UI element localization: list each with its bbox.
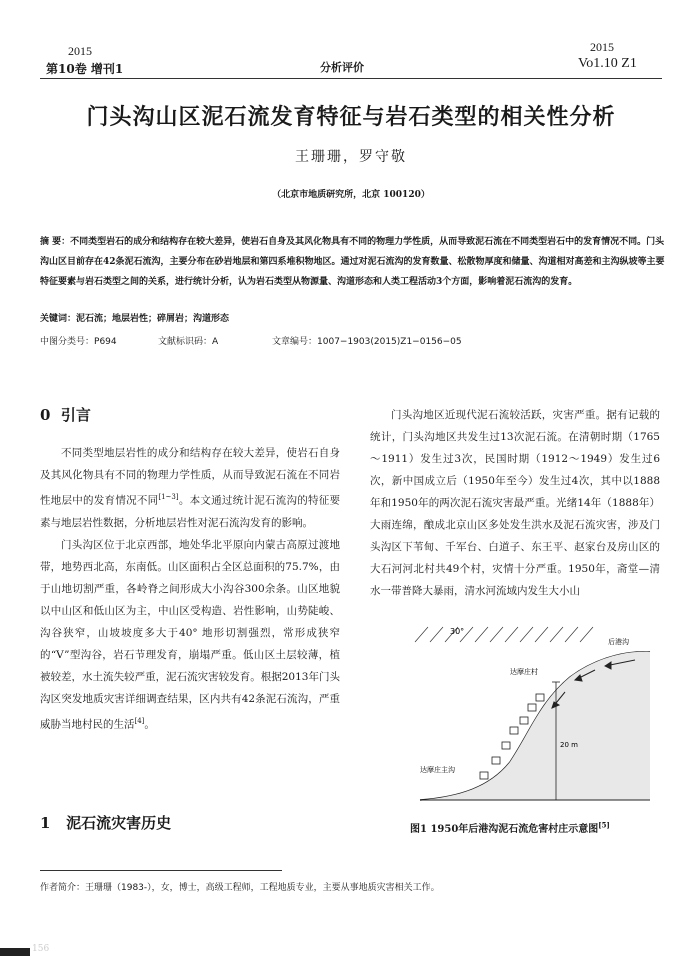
section-1-title: 泥石流灾害历史 <box>66 814 172 832</box>
header-year-left: 2015 <box>68 44 92 58</box>
header-volume-right: Vo1.10 Z1 <box>578 56 637 71</box>
keywords <box>40 311 229 324</box>
keywords-label: 关键词： <box>40 314 77 324</box>
section-0-title: 引言 <box>60 406 91 424</box>
clc-value: P694 <box>94 337 117 347</box>
abstract-text: 不同类型岩石的成分和结构存在较大差异，使岩石自身及其风化物具有不同的物理力学性质，从而导致泥石流在不同类型岩石中的发育情况不同。门头沟山区目前存在42条泥石流沟，主要分布在砂岩地层和第四系堆积物地区。通过对泥石流沟的发育数量、松散物厚度和储量、沟道相对高差和主沟纵坡等主要特征要素与岩石类型之间的关系，进行统计分析，认为岩石类型从物源量、沟道形态和人类工程活动3个方面，影响着泥石流沟的发育。 <box>40 237 665 287</box>
paper-affiliation: （北京市地质研究所，北京 100120） <box>272 190 430 200</box>
section-1-heading <box>40 812 171 833</box>
header-section: 分析评价 <box>320 61 364 74</box>
keywords-text: 泥石流；地层岩性；碎屑岩；沟道形态 <box>76 314 230 324</box>
page-number: 156 <box>32 944 50 954</box>
intro-paragraph-2: 门头沟区位于北京西部，地处华北平原向内蒙古高原过渡地带，地势西北高，东南低。山区面积占全区总面积的75.7%，由于山地切割严重，各岭脊之间形成大小沟谷300余条。山区地貌以中山区和低山区为主，中山区受构造、岩性影响，山势陡峻、沟谷狭窄，山坡坡度多大于40° 地形切割强烈，常形成狭窄的“V”型沟谷，岩石节理发育，崩塌严重。低山区土层较薄，植被较差，水土流失较严重，泥石流灾害较发育。根据2013年门头沟区突发地质灾害详细调查结果，区内共有42条泥石流沟，严重威胁当地村民的生活[4]。 <box>40 538 340 730</box>
article-number <box>272 334 462 347</box>
doc-code <box>158 334 218 347</box>
abstract <box>40 232 666 292</box>
gully-label: 后港沟 <box>608 638 629 646</box>
right-column <box>370 404 660 602</box>
author-footnote: 作者简介：王珊珊（1983-），女，博士，高级工程师，工程地质专业，主要从事地质灾害相关工作。 <box>40 883 440 893</box>
header-volume-left: 第10卷 增刊1 <box>46 62 124 76</box>
header-rule <box>40 78 662 79</box>
section-0-number: 0 <box>40 406 51 424</box>
abstract-label: 摘 要： <box>40 237 71 247</box>
footnote-rule <box>40 870 282 871</box>
doc-label: 文献标识码： <box>158 337 213 347</box>
height-label: 20 m <box>560 741 578 749</box>
clc-label: 中图分类号： <box>40 337 95 347</box>
ref-4: [4] <box>134 716 145 725</box>
header-year-right: 2015 <box>590 40 614 54</box>
clc-number <box>40 334 117 347</box>
paper-authors: 王珊珊，罗守敬 <box>295 149 407 165</box>
village-bottom-label: 达摩庄主沟 <box>420 766 455 774</box>
history-paragraph: 门头沟地区近现代泥石流较活跃，灾害严重。据有记载的统计，门头沟地区共发生过13次泥石流。在清朝时期（1765～1911）发生过3次，民国时期（1912～1949）发生过6次，新中国成立后（1950年至今）发生过4次，其中以1888年和1950年的两次泥石流灾害最严重。光绪14年（1888年）大雨连绵，酿成北京山区多处发生洪水及泥石流灾害，涉及门头沟区下苇甸、千军台、白道子、东王平、赵家台及房山区的大石河河北村共49个村，灾情十分严重。1950年，斋堂—清水一带普降大暴雨，清水河流域内发生大小山 <box>370 409 660 597</box>
figure-1-caption: 图1 1950年后港沟泥石流危害村庄示意图[5] <box>410 820 610 835</box>
page-bar <box>0 948 30 956</box>
article-value: 1007−1903(2015)Z1−0156−05 <box>317 337 462 347</box>
left-column <box>40 442 340 735</box>
ref-5: [5] <box>598 820 610 830</box>
section-1-number: 1 <box>40 814 51 832</box>
article-label: 文章编号： <box>272 337 318 347</box>
village-top-label: 达摩庄村 <box>510 668 538 676</box>
figure-1-diagram <box>380 622 670 812</box>
angle-label: 30° <box>450 627 465 636</box>
doc-value: A <box>212 337 219 347</box>
rain-lines <box>415 627 593 642</box>
section-0-heading <box>40 404 91 425</box>
ref-1-3: [1~3] <box>158 493 179 501</box>
intro-paragraph-1: 不同类型地层岩性的成分和结构存在较大差异，使岩石自身及其风化物具有不同的物理力学性质，从而导致泥石流在不同岩性地层中的发育情况不同[1~3]。本文通过统计泥石流沟的特征要素与地层岩性数据，分析地层岩性对泥石流沟发育的影响。 <box>40 447 341 529</box>
paper-title: 门头沟山区泥石流发育特征与岩石类型的相关性分析 <box>86 104 616 130</box>
